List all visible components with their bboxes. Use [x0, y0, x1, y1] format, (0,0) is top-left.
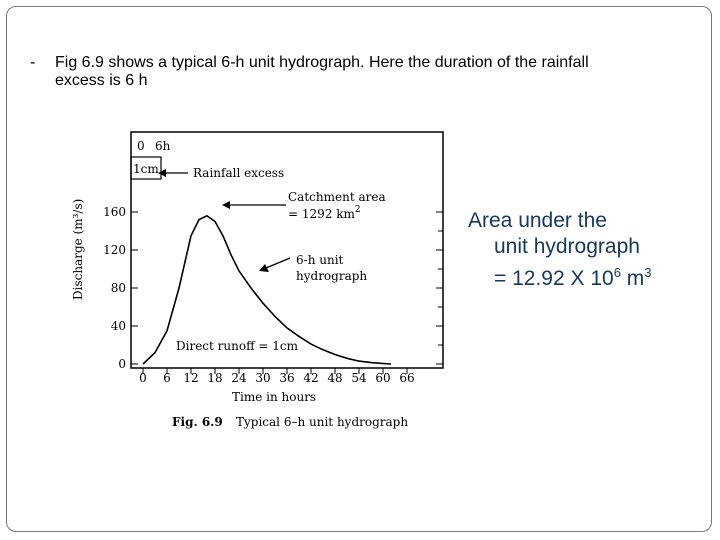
direct-runoff-label: Direct runoff = 1cm — [176, 339, 299, 353]
rainfall-excess-annotation: Rainfall excess — [193, 166, 285, 180]
y-tick-label: 80 — [110, 281, 126, 295]
area-note-line1: Area under the — [468, 209, 607, 232]
x-axis-label: Time in hours — [232, 390, 317, 404]
y-tick-labels — [103, 205, 126, 371]
y-axis-label: Discharge (m³/s) — [71, 198, 85, 300]
x-tick-label: 42 — [303, 371, 319, 385]
slide-text-line2: excess is 6 h — [55, 72, 148, 89]
y-tick-label: 0 — [118, 357, 126, 371]
area-note-line2: unit hydrograph — [494, 235, 640, 258]
slide-text-line1: Fig 6.9 shows a typical 6-h unit hydrograph. Here the duration of the rainfall — [55, 54, 589, 71]
rainfall-excess-arrow — [158, 169, 188, 177]
y-tick-label: 40 — [110, 319, 126, 333]
x-tick-label: 30 — [255, 371, 271, 385]
unit-hydrograph-arrow — [259, 258, 290, 272]
figure-caption-text: Typical 6–h unit hydrograph — [236, 415, 409, 429]
rainfall-end-label: 6h — [155, 139, 171, 153]
x-tick-label: 12 — [183, 371, 199, 385]
y-tick-label: 120 — [103, 243, 126, 257]
catchment-area-arrow — [222, 201, 286, 209]
rainfall-depth-label: 1cm — [133, 162, 159, 176]
unit-hydrograph-label-2: hydrograph — [296, 269, 368, 283]
x-tick-label: 36 — [279, 371, 295, 385]
y-tick-label: 160 — [103, 205, 126, 219]
unit-hydrograph-label-1: 6-h unit — [296, 253, 344, 267]
area-note-line3: = 12.92 X $10^6$ $m^3$ — [494, 265, 652, 290]
x-tick-label: 0 — [139, 371, 147, 385]
x-tick-label: 24 — [231, 371, 247, 385]
catchment-area-value: = 1292 $km^2$ — [288, 205, 361, 221]
plot-frame — [131, 132, 443, 368]
x-tick-label: 54 — [351, 371, 367, 385]
x-tick-labels — [139, 371, 414, 385]
catchment-area-label: Catchment area — [288, 190, 386, 204]
rainfall-start-label: 0 — [137, 139, 145, 153]
x-tick-label: 60 — [375, 371, 391, 385]
bullet-marker: - — [30, 54, 36, 71]
x-tick-label: 66 — [399, 371, 415, 385]
x-tick-label: 18 — [207, 371, 223, 385]
x-tick-label: 6 — [163, 371, 171, 385]
x-tick-label: 48 — [327, 371, 343, 385]
figure-caption-number: Fig. 6.9 — [172, 415, 223, 429]
area-under-hydrograph-note — [468, 208, 708, 292]
